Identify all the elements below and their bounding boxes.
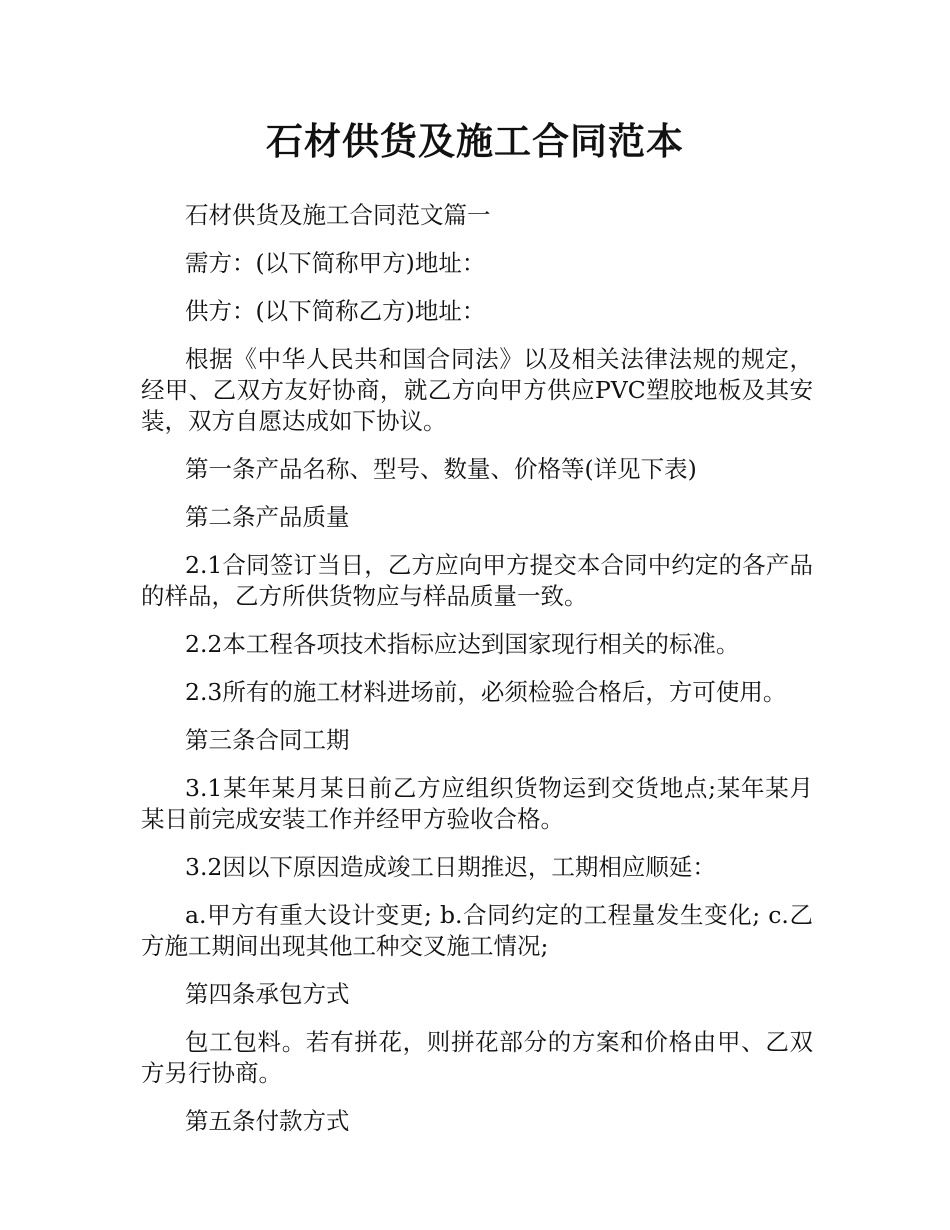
article-3-heading: 第三条合同工期 [185,726,350,754]
clause-2-2: 2.2本工程各项技术指标应达到国家现行相关的标准。 [185,630,740,658]
paragraph-preamble: 根据《中华人民共和国合同法》以及相关法律法规的规定，经甲、乙双方友好协商，就乙方向甲方供应PVC塑胶地板及其安装，双方自愿达成如下协议。 [141,345,813,435]
clause-3-2: 3.2因以下原因造成竣工日期推迟，工期相应顺延： [185,853,716,881]
paragraph-supplier: 供方：(以下简称乙方)地址： [185,297,486,325]
paragraph-buyer: 需方：(以下简称甲方)地址： [185,249,486,277]
clause-2-1: 2.1合同签订当日，乙方应向甲方提交本合同中约定的各产品的样品，乙方所供货物应与样品质量一致。 [141,551,813,610]
article-4-heading: 第四条承包方式 [185,980,350,1008]
document-title: 石材供货及施工合同范本 [266,120,684,163]
document-body [141,200,813,1154]
clause-3-2-items: a.甲方有重大设计变更; b.合同约定的工程量发生变化; c.乙方施工期间出现其他工种交叉施工情况; [141,901,813,960]
paragraph-intro-heading: 石材供货及施工合同范文篇一 [185,201,491,229]
article-2-heading: 第二条产品质量 [185,503,350,531]
clause-3-1: 3.1某年某月某日前乙方应组织货物运到交货地点;某年某月某日前完成安装工作并经甲方验收合格。 [141,774,813,833]
clause-2-3: 2.3所有的施工材料进场前，必须检验合格后，方可使用。 [185,678,787,706]
article-1-heading: 第一条产品名称、型号、数量、价格等(详见下表) [185,455,697,483]
article-5-heading: 第五条付款方式 [185,1107,350,1135]
article-4-body: 包工包料。若有拼花，则拼花部分的方案和价格由甲、乙双方另行协商。 [141,1028,813,1087]
